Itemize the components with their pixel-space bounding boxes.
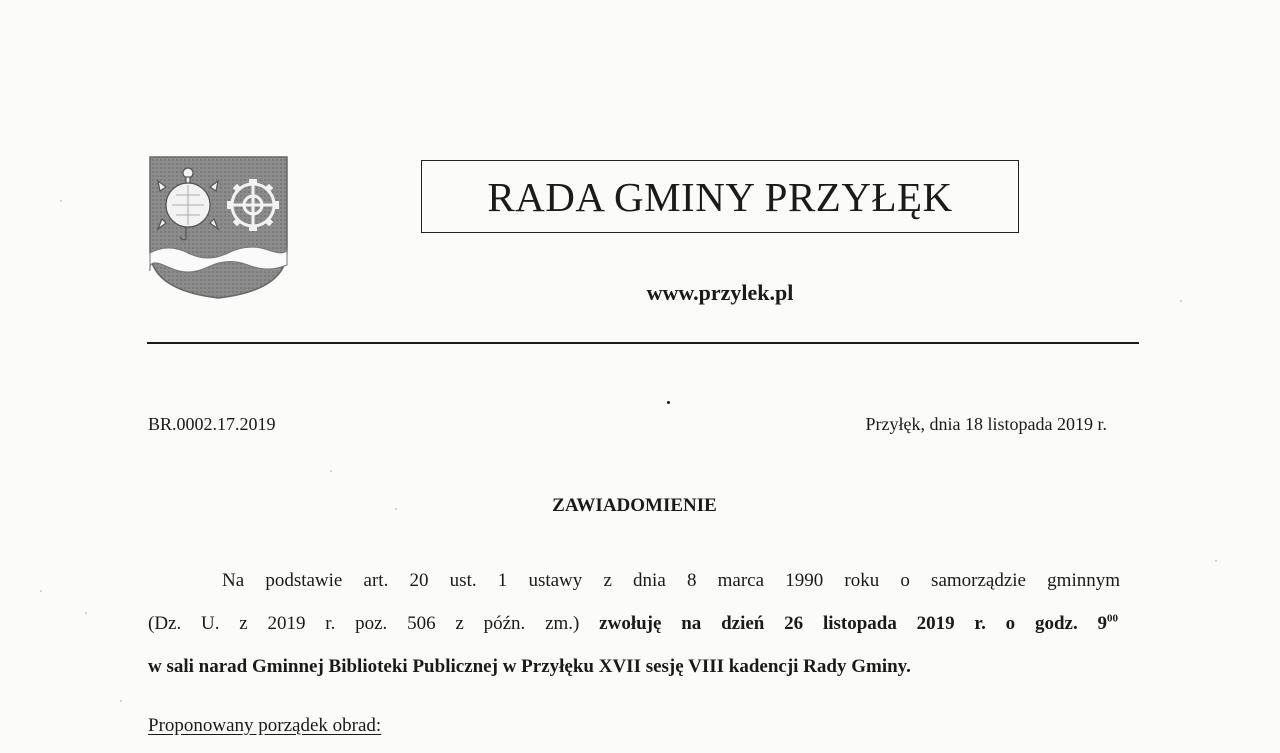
legal-citation: (Dz. U. z 2019 r. poz. 506 z późn. zm.) bbox=[148, 613, 580, 634]
scan-speck bbox=[1215, 560, 1217, 562]
time-minutes-superscript: 00 bbox=[1107, 612, 1118, 625]
paragraph-line-1: Na podstawie art. 20 ust. 1 ustawy z dnia 8 marca 1990 roku o samorządzie gminnym bbox=[222, 570, 1120, 591]
agenda-label: Proponowany porządek obrad: bbox=[148, 715, 382, 736]
scan-speck bbox=[60, 200, 62, 202]
document-heading: ZAWIADOMIENIE bbox=[552, 495, 717, 516]
header-divider bbox=[147, 342, 1139, 344]
scan-speck bbox=[40, 590, 42, 592]
scan-speck bbox=[330, 470, 332, 472]
session-date-time: zwołuję na dzień 26 listopada 2019 r. o godz. 9 bbox=[599, 613, 1107, 634]
place-and-date: Przyłęk, dnia 18 listopada 2019 r. bbox=[865, 414, 1107, 434]
council-name-box bbox=[421, 160, 1019, 233]
scan-speck bbox=[1180, 300, 1182, 302]
council-name: RADA GMINY PRZYŁĘK bbox=[487, 173, 953, 220]
paragraph-line-2 bbox=[148, 613, 1118, 635]
coat-of-arms-logo bbox=[148, 155, 289, 300]
scan-speck bbox=[85, 612, 87, 614]
session-convocation bbox=[599, 613, 1118, 634]
scan-speck bbox=[667, 401, 670, 404]
website-url: www.przylek.pl bbox=[646, 280, 794, 305]
scan-speck bbox=[120, 700, 122, 702]
paragraph-line-3: w sali narad Gminnej Biblioteki Publicznej w Przyłęku XVII sesję VIII kadencji Rady Gminy. bbox=[148, 656, 911, 677]
reference-number: BR.0002.17.2019 bbox=[148, 414, 276, 434]
